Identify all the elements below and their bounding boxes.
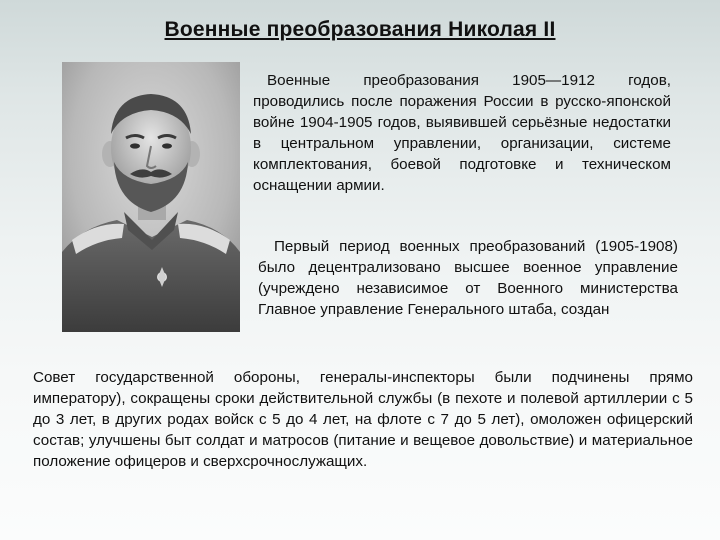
slide-title: Военные преобразования Николая II: [164, 18, 556, 41]
intro-paragraph: Военные преобразования 1905—1912 годов, проводились после поражения России в русско-японской войне 1904-1905 годов, выявившей серьёзные недостатки в центральном управлении, организации, системе комплектования, боевой подготовке и техническом оснащении армии.: [253, 72, 671, 194]
reforms-paragraph: Совет государственной обороны, генералы-инспекторы были подчинены прямо императору), сокращены сроки действительной службы (в пехоте и полевой артиллерии с 5 до 3 лет, в других родах войск с 5 до 4 лет, на флоте с 7 до 5 лет), омоложен офицерский состав; улучшены быт солдат и матросов (питание и вещевое довольствие) и материальное положение офицеров и сверхсрочнослужащих.: [33, 369, 693, 470]
first-period-paragraph: Первый период военных преобразований (1905-1908) было децентрализовано высшее военное управление (учреждено независимое от Военного министерства Главное управление Генерального штаба, создан: [258, 238, 678, 318]
portrait-photo: [62, 62, 240, 332]
